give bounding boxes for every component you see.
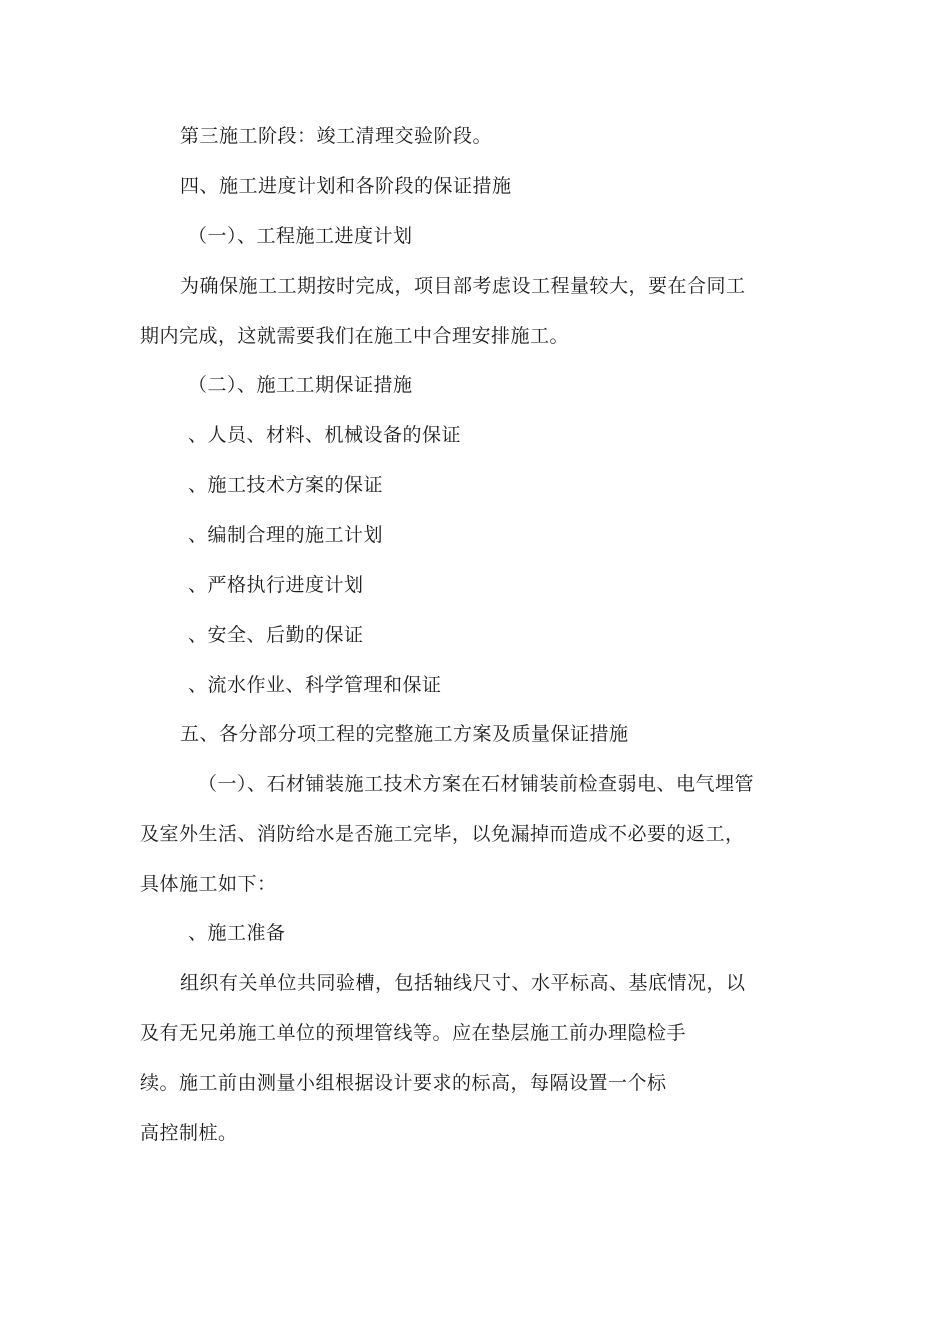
list-item: 、严格执行进度计划 xyxy=(188,574,364,596)
paragraph-line: 期内完成，这就需要我们在施工中合理安排施工。 xyxy=(140,325,570,347)
list-item: 、人员、材料、机械设备的保证 xyxy=(188,424,462,446)
list-item: 、安全、后勤的保证 xyxy=(188,624,364,646)
list-item: 、施工准备 xyxy=(188,922,286,944)
paragraph-line: 具体施工如下： xyxy=(140,873,277,895)
list-item: 、施工技术方案的保证 xyxy=(188,474,384,496)
paragraph-line: （一）、石材铺装施工技术方案在石材铺装前检查弱电、电气埋管 xyxy=(198,773,755,795)
section-five-heading: 五、各分部分项工程的完整施工方案及质量保证措施 xyxy=(180,723,629,745)
stage-three-line: 第三施工阶段：竣工清理交验阶段。 xyxy=(180,125,493,147)
list-item: 、编制合理的施工计划 xyxy=(188,524,384,546)
subsection-schedule-heading: （一）、工程施工进度计划 xyxy=(188,225,413,247)
paragraph-line: 高控制桩。 xyxy=(140,1122,238,1144)
section-four-heading: 四、施工进度计划和各阶段的保证措施 xyxy=(180,175,512,197)
paragraph-line: 组织有关单位共同验槽，包括轴线尺寸、水平标高、基底情况，以 xyxy=(180,972,746,994)
paragraph-line: 及室外生活、消防给水是否施工完毕，以免漏掉而造成不必要的返工， xyxy=(140,823,745,845)
paragraph-line: 及有无兄弟施工单位的预埋管线等。应在垫层施工前办理隐检手 xyxy=(140,1022,687,1044)
paragraph-line: 为确保施工工期按时完成，项目部考虑设工程量较大，要在合同工 xyxy=(180,275,746,297)
list-item: 、流水作业、科学管理和保证 xyxy=(188,674,442,696)
paragraph-line: 续。施工前由测量小组根据设计要求的标高，每隔设置一个标 xyxy=(140,1072,667,1094)
subsection-measures-heading: （二）、施工工期保证措施 xyxy=(188,374,413,396)
